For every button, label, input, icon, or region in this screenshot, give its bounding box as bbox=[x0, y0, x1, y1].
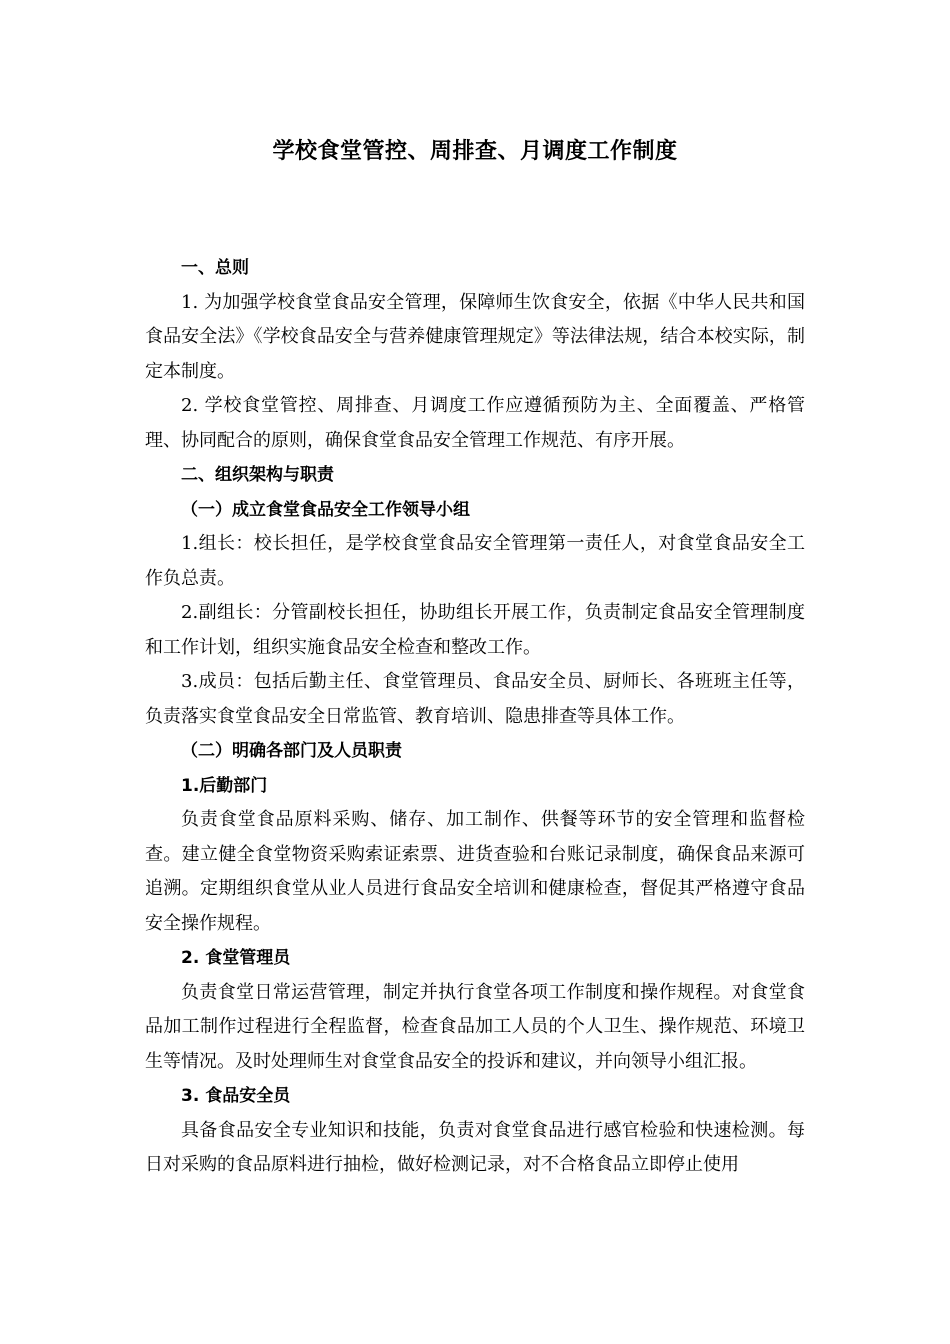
document-title: 学校食堂管控、周排查、月调度工作制度 bbox=[272, 139, 678, 164]
section-heading: 二、组织架构与职责 bbox=[181, 465, 334, 485]
body-paragraph: 1. 为加强学校食堂食品安全管理，保障师生饮食安全，依据《中华人民共和国食品安全法》《学校食品安全与营养健康管理规定》等法律法规，结合本校实际，制定本制度。 bbox=[145, 291, 805, 382]
body-paragraph: 负责食堂食品原料采购、储存、加工制作、供餐等环节的安全管理和监督检查。建立健全食堂物资采购索证索票、进货查验和台账记录制度，确保食品来源可追溯。定期组织食堂从业人员进行食品安全培训和健康检查，督促其严格遵守食品安全操作规程。 bbox=[145, 809, 805, 934]
body-paragraph: 负责食堂日常运营管理，制定并执行食堂各项工作制度和操作规程。对食堂食品加工制作过程进行全程监督，检查食品加工人员的个人卫生、操作规范、环境卫生等情况。及时处理师生对食堂食品安全的投诉和建议，并向领导小组汇报。 bbox=[145, 981, 805, 1072]
body-paragraph: 3.成员：包括后勤主任、食堂管理员、食品安全员、厨师长、各班班主任等，负责落实食堂食品安全日常监管、教育培训、隐患排查等具体工作。 bbox=[145, 671, 805, 727]
document-body bbox=[145, 251, 805, 1183]
section-heading: （二）明确各部门及人员职责 bbox=[181, 741, 402, 761]
body-paragraph: 2. 学校食堂管控、周排查、月调度工作应遵循预防为主、全面覆盖、严格管理、协同配合的原则，确保食堂食品安全管理工作规范、有序开展。 bbox=[145, 395, 805, 451]
section-heading: 一、总则 bbox=[181, 258, 249, 278]
body-paragraph: 1.组长：校长担任，是学校食堂食品安全管理第一责任人，对食堂食品安全工作负总责。 bbox=[145, 533, 805, 589]
section-heading: 1.后勤部门 bbox=[181, 775, 268, 796]
section-heading: 2. 食堂管理员 bbox=[181, 948, 291, 968]
body-paragraph: 2.副组长：分管副校长担任，协助组长开展工作，负责制定食品安全管理制度和工作计划，组织实施食品安全检查和整改工作。 bbox=[145, 602, 805, 658]
section-heading: 3. 食品安全员 bbox=[181, 1086, 291, 1106]
section-heading: （一）成立食堂食品安全工作领导小组 bbox=[181, 499, 470, 520]
body-paragraph: 具备食品安全专业知识和技能，负责对食堂食品进行感官检验和快速检测。每日对采购的食品原料进行抽检，做好检测记录，对不合格食品立即停止使用 bbox=[145, 1119, 805, 1175]
